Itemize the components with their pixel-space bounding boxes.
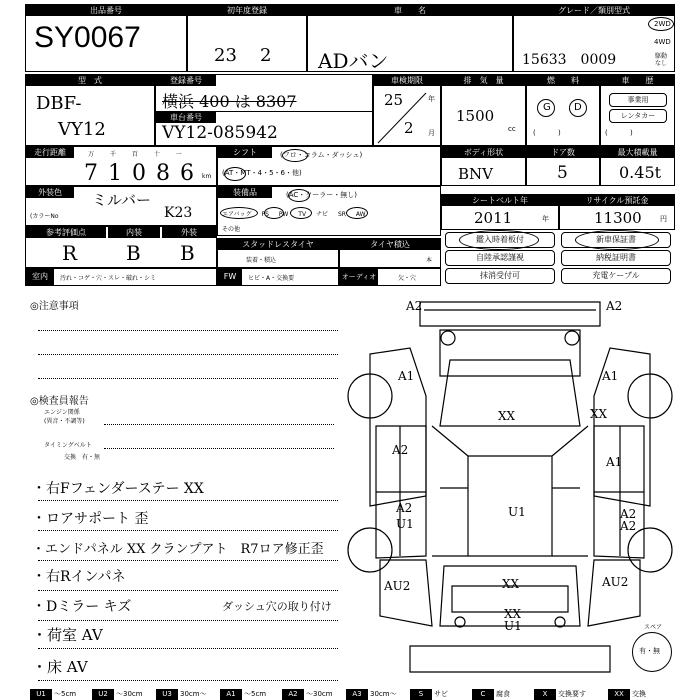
registration-value: 横浜 400 は 8307 xyxy=(162,92,297,111)
mark-label: A2 xyxy=(620,519,637,533)
note-rule xyxy=(38,590,338,591)
doc-item: 充電ケーブル xyxy=(561,268,671,284)
color-no-label: (カラーNo xyxy=(30,213,59,220)
body-label: ボディ形状 xyxy=(442,147,525,158)
fuel-d-ring xyxy=(569,99,587,117)
chassis-label: 車台番号 xyxy=(156,112,216,123)
audio-items: 欠・穴 xyxy=(398,275,417,282)
load-box xyxy=(600,146,675,186)
drive-2wd-circle xyxy=(648,17,674,31)
drive-2wd: 2WD xyxy=(654,20,671,28)
fuel-g-circle xyxy=(537,99,555,117)
shift-at: AT xyxy=(224,169,234,177)
legend-val: 30cm〜 xyxy=(370,690,397,698)
note-rule xyxy=(38,530,338,531)
lot-number-label: 出品番号 xyxy=(26,5,186,16)
note-rule xyxy=(38,648,338,649)
mileage-label: 走行距離 xyxy=(26,147,74,158)
mileage-digit: 8 xyxy=(156,161,170,186)
shift-box xyxy=(217,146,441,186)
color-no-value: K23 xyxy=(164,205,193,221)
mark-label: A1 xyxy=(398,369,415,383)
equip-tv: TV xyxy=(298,211,307,218)
shift-floor-circle xyxy=(282,149,308,162)
cabin-items: 汚れ・コゲ・穴・スレ・破れ・シミ xyxy=(60,275,157,282)
recycle-label: リサイクル預託金 xyxy=(560,195,674,206)
note-line: ・右Fフェンダーステー XX xyxy=(32,481,204,497)
scale-ju: 十 xyxy=(153,151,160,158)
registration-label: 登録番号 xyxy=(156,75,216,86)
note-rule xyxy=(38,500,338,501)
mark-label: A1 xyxy=(602,369,619,383)
recycle-box xyxy=(559,194,675,230)
note-rule xyxy=(38,680,338,681)
equip-ps: PS xyxy=(261,211,269,218)
inspection-year: 25 xyxy=(384,91,404,109)
mark-label: A2 xyxy=(406,299,423,313)
type-value-2: VY12 xyxy=(58,119,106,140)
mileage-digit: 6 xyxy=(180,161,194,186)
interior-grade-value: B xyxy=(126,241,141,265)
doc-item: 抹消受付可 xyxy=(445,268,555,284)
tire-label: タイヤ積込 xyxy=(340,239,440,250)
displacement-box xyxy=(441,74,526,146)
exterior-color-box xyxy=(25,186,217,226)
exterior-grade-value: B xyxy=(180,241,195,265)
doc-item: 自陸承認謹視 xyxy=(445,250,555,266)
fw-label: FW xyxy=(218,269,242,285)
legend-val: サビ xyxy=(434,690,448,698)
mark-label: XX xyxy=(590,407,608,421)
legend-key: X xyxy=(534,689,556,700)
studless-box xyxy=(217,238,339,268)
recycle-unit: 円 xyxy=(660,215,667,223)
legend-key: C xyxy=(472,689,494,700)
shift-floor: フロ xyxy=(282,151,297,159)
spare-value: 有・無 xyxy=(639,647,660,655)
studless-loaded: 積込 xyxy=(264,257,277,264)
history-label: 車 歴 xyxy=(601,75,674,86)
displacement-label: 排 気 量 xyxy=(442,75,525,86)
mark-label: U1 xyxy=(508,505,526,519)
legend-val: 30cm〜 xyxy=(180,690,207,698)
engine-label: エンジン関係 (異音・不調等) xyxy=(44,409,85,425)
equip-ac: AC xyxy=(288,191,299,199)
audio-label: オーディオ xyxy=(340,269,378,285)
equip-pw: PW xyxy=(278,211,289,218)
mark-label: A2 xyxy=(392,443,409,457)
inspection-year-unit: 年 xyxy=(428,95,435,103)
fuel-label: 燃 料 xyxy=(527,75,599,86)
mark-label: AU2 xyxy=(384,579,411,593)
shift-4: 4 xyxy=(257,169,263,177)
history-paren: ( ) xyxy=(605,129,633,137)
shift-label: シフト xyxy=(218,147,272,158)
mark-label: A2 xyxy=(620,507,637,521)
chassis-value: VY12-085942 xyxy=(162,123,278,143)
spare-label: スペア xyxy=(644,624,663,631)
note-line: ・ロアサポート 歪 xyxy=(32,511,149,527)
cabin-box xyxy=(25,268,217,286)
shift-5: 5 xyxy=(269,169,274,177)
grade-label: グレード／類別型式 xyxy=(514,5,674,16)
first-registration-box xyxy=(187,4,307,72)
studless-label: スタッドレスタイヤ xyxy=(218,239,338,250)
seatbelt-unit: 年 xyxy=(542,215,549,223)
load-label: 最大積載量 xyxy=(601,147,674,158)
mark-label: U1 xyxy=(504,619,522,633)
lot-number-value: SY0067 xyxy=(34,21,141,54)
exterior-color-value: ミルバー xyxy=(92,191,151,209)
note-rule xyxy=(38,620,338,621)
engine-line xyxy=(104,424,334,425)
mileage-box xyxy=(25,146,217,186)
legend-val: 腐食 xyxy=(496,690,510,698)
seatbelt-value: 2011 xyxy=(474,209,513,227)
tire-box xyxy=(339,238,441,268)
drive-4wd: 4WD xyxy=(654,38,671,46)
first-registration-year: 23 xyxy=(214,45,237,66)
fw-box xyxy=(217,268,339,286)
tire-value: 本 xyxy=(426,257,433,264)
mark-label: A2 xyxy=(396,501,413,515)
equip-ps-circle xyxy=(264,207,284,219)
first-registration-label: 初年度登録 xyxy=(188,5,306,16)
scale-hyaku: 百 xyxy=(131,151,138,158)
caution-title: ◎注意事項 xyxy=(30,301,79,312)
legend-val: 〜30cm xyxy=(116,690,143,698)
mark-label: XX xyxy=(498,409,516,423)
evaluation-value: R xyxy=(62,241,78,265)
legend-val: 交換要す xyxy=(558,690,586,698)
type-value-1: DBF- xyxy=(36,93,82,114)
doors-value: 5 xyxy=(557,163,568,183)
grade-value: 15633 0009 xyxy=(522,52,617,68)
scale-ichi: 一 xyxy=(175,151,182,158)
audio-box xyxy=(339,268,441,286)
legend-key: XX xyxy=(608,689,630,700)
legend-key: A2 xyxy=(282,689,304,700)
studless-options: 装着・積込 xyxy=(246,257,277,264)
note-rule xyxy=(38,560,338,561)
first-registration-month: 2 xyxy=(260,45,272,66)
inspection-month: 2 xyxy=(404,119,414,137)
equip-airbag-circle xyxy=(220,207,258,219)
doc-circle xyxy=(575,230,659,250)
interior-grade-label: 内装 xyxy=(108,227,160,238)
inspection-label: 車検期限 xyxy=(374,75,440,86)
model-name-box xyxy=(307,4,513,72)
fuel-g: G xyxy=(543,102,551,113)
note-line: ・Dミラー キズ xyxy=(32,599,132,615)
seatbelt-label: シートベルト年 xyxy=(442,195,558,206)
equip-cooler: クーラー xyxy=(305,191,334,199)
history-box xyxy=(600,74,675,146)
history-business: 事業用 xyxy=(609,93,667,107)
caution-line xyxy=(38,354,338,355)
model-name-value: ADバン xyxy=(318,49,389,73)
type-label: 型 式 xyxy=(26,75,154,86)
shift-mt: MT xyxy=(240,169,251,177)
legend-val: 〜5cm xyxy=(244,690,267,698)
registration-box xyxy=(155,74,373,146)
doc-circle xyxy=(459,230,539,250)
evaluation-label: 参考評価点 xyxy=(26,227,106,238)
mark-label: A2 xyxy=(606,299,623,313)
car-diagram xyxy=(340,296,680,688)
shift-other: 他 xyxy=(292,169,299,177)
equipment-row1: (AC・クーラー・無し) xyxy=(286,191,358,199)
legend-key: U2 xyxy=(92,689,114,700)
note-line: ・右Rインパネ xyxy=(32,569,126,585)
displacement-value: 1500 xyxy=(456,107,495,125)
displacement-unit: cc xyxy=(508,125,516,133)
equipment-other: その他 xyxy=(222,226,241,233)
shift-column: コラム xyxy=(303,151,325,159)
doc-item: 鑑入時着板付 xyxy=(445,232,555,248)
recycle-value: 11300 xyxy=(594,209,642,227)
caution-line xyxy=(38,378,338,379)
studless-installed: 装着 xyxy=(246,257,259,264)
note-line: ・エンドパネル XX クランプアト R7ロア修正歪 xyxy=(32,542,324,557)
model-name-label: 車 名 xyxy=(308,5,512,16)
equip-sr: SR xyxy=(337,211,346,218)
scale-man: 万 xyxy=(88,151,95,158)
fuel-paren: ( ) xyxy=(533,129,561,137)
doc-item: 新車保証書 xyxy=(561,232,671,248)
exterior-grade-label: 外装 xyxy=(162,227,216,238)
doors-box xyxy=(526,146,600,186)
legend-key: A1 xyxy=(220,689,242,700)
grade-box xyxy=(513,4,675,72)
inspector-title: ◎検査員報告 xyxy=(30,396,89,407)
body-box xyxy=(441,146,526,186)
lot-number-box xyxy=(25,4,187,72)
scale-sen: 千 xyxy=(109,151,116,158)
equip-navi: ナビ xyxy=(316,211,329,218)
equip-ac-circle xyxy=(288,189,310,202)
legend-key: U3 xyxy=(156,689,178,700)
note-extra: ダッシュ穴の取り付け xyxy=(222,600,332,613)
mark-label: XX xyxy=(502,577,520,591)
documents-box xyxy=(441,230,675,284)
drive-none: 駆動 なし xyxy=(655,53,668,67)
mark-label: XX xyxy=(504,607,522,621)
note-line: ・荷室 AV xyxy=(32,626,103,644)
load-value: 0.45t xyxy=(619,163,662,182)
equip-aw: AW xyxy=(355,211,366,218)
shift-options: (フロ・コラム・ダッシュ) xyxy=(280,151,363,159)
shift-6: 6 xyxy=(280,169,285,177)
legend-key: S xyxy=(410,689,432,700)
legend-val: 〜5cm xyxy=(54,690,77,698)
equip-pw-circle xyxy=(290,207,312,219)
fw-items: ヒビ・A・交換要 xyxy=(248,275,295,282)
inspection-slash xyxy=(374,87,442,145)
history-rental: レンタカー xyxy=(609,109,667,123)
legend-key: A3 xyxy=(346,689,368,700)
evaluation-box xyxy=(25,226,217,268)
equip-airbag: エアバッグ xyxy=(222,211,252,218)
caution-line xyxy=(38,330,338,331)
timing-label: タイミングベルト xyxy=(44,442,92,449)
shift-dash: ダッシュ xyxy=(331,151,360,159)
equipment-box xyxy=(217,186,441,236)
legend-key: U1 xyxy=(30,689,52,700)
doors-label: ドア数 xyxy=(527,147,599,158)
cabin-label: 室内 xyxy=(26,269,54,285)
body-value: BNV xyxy=(458,165,493,183)
timing-options: 交換 有・無 xyxy=(64,454,101,461)
type-box xyxy=(25,74,155,146)
doc-item: 納税証明書 xyxy=(561,250,671,266)
mileage-scale xyxy=(88,149,182,158)
equip-none: 無し xyxy=(340,191,355,199)
mileage-digit: 0 xyxy=(132,161,146,186)
note-line: ・床 AV xyxy=(32,658,88,676)
legend-val: 〜30cm xyxy=(306,690,333,698)
mark-label: AU2 xyxy=(602,575,629,589)
mark-label: U1 xyxy=(396,517,414,531)
fuel-box xyxy=(526,74,600,146)
inspection-box xyxy=(373,74,441,146)
shift-at-circle xyxy=(224,167,246,181)
fuel-d: D xyxy=(574,102,582,113)
mark-label: A1 xyxy=(606,455,623,469)
mileage-unit: km xyxy=(202,173,212,180)
timing-line xyxy=(104,448,334,449)
shift-trans: (AT・MT・4・5・6・他) xyxy=(222,169,302,177)
seatbelt-box xyxy=(441,194,559,230)
exterior-color-label: 外装色 xyxy=(26,187,74,198)
equipment-label: 装備品 xyxy=(218,187,272,198)
mileage-digit: 7 xyxy=(84,161,98,186)
equip-navi-circle xyxy=(346,207,368,219)
mileage-digit: 1 xyxy=(108,161,122,186)
legend-val: 交換 xyxy=(632,690,646,698)
inspection-month-unit: 月 xyxy=(428,129,435,137)
